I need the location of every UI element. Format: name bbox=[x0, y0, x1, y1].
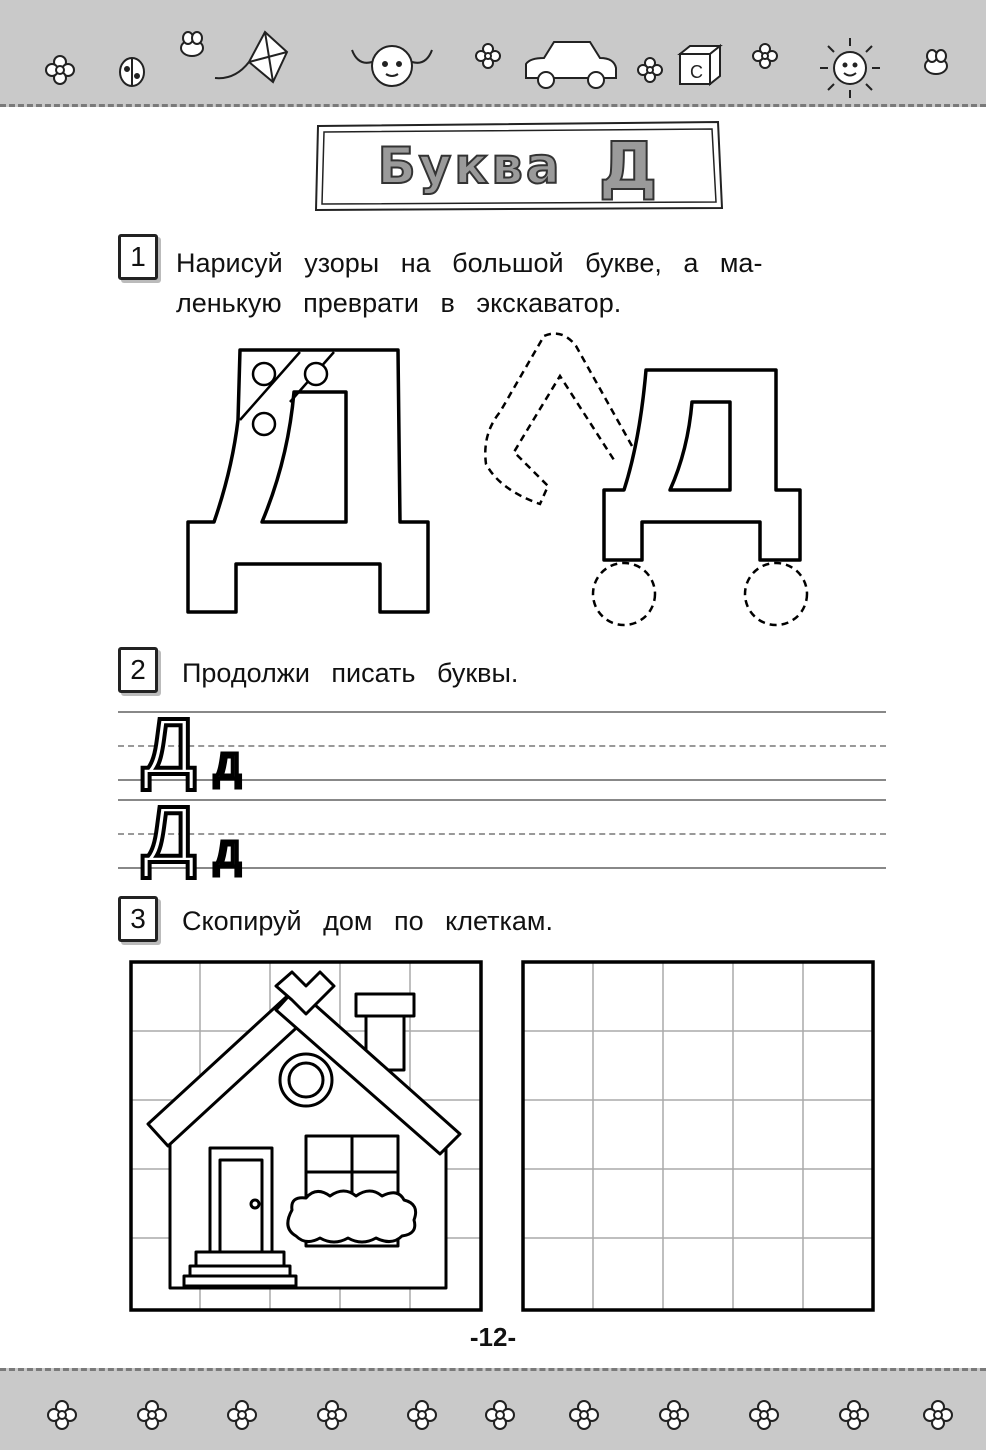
flower-icon bbox=[840, 1401, 868, 1429]
page-title bbox=[314, 120, 724, 212]
doll-icon bbox=[352, 46, 432, 86]
flower-icon bbox=[408, 1401, 436, 1429]
big-letter-d-outline bbox=[188, 350, 428, 612]
flower-icon bbox=[570, 1401, 598, 1429]
flower-icon bbox=[318, 1401, 346, 1429]
svg-text:С: С bbox=[690, 62, 703, 82]
title-letter: Д bbox=[598, 127, 661, 205]
flower-icon bbox=[924, 1401, 952, 1429]
sun-icon bbox=[820, 38, 880, 98]
flower-icon bbox=[476, 44, 500, 68]
task-number-1: 1 bbox=[118, 234, 158, 280]
flower-icon bbox=[46, 56, 74, 84]
block-icon bbox=[680, 46, 720, 84]
flower-icon bbox=[486, 1401, 514, 1429]
ladybug-icon bbox=[120, 58, 144, 86]
flower-icon bbox=[638, 58, 662, 82]
sample-small-letter: д bbox=[214, 824, 241, 876]
task-3-text: Скопируй дом по клеткам. bbox=[182, 906, 553, 936]
flower-icon bbox=[660, 1401, 688, 1429]
house-grid bbox=[131, 962, 481, 1310]
bee-icon bbox=[181, 32, 203, 56]
task-number-3: 3 bbox=[118, 896, 158, 942]
empty-copy-grid[interactable] bbox=[523, 962, 873, 1310]
house-drawing bbox=[148, 972, 460, 1288]
flower-icon bbox=[750, 1401, 778, 1429]
sample-big-letter: Д bbox=[142, 790, 197, 879]
task-number-2: 2 bbox=[118, 647, 158, 693]
flower-icon bbox=[138, 1401, 166, 1429]
sample-big-letter: Д bbox=[142, 702, 197, 791]
sample-small-letter: д bbox=[214, 736, 241, 788]
bottom-decor-band bbox=[0, 1368, 986, 1450]
excavator-arm-dashed bbox=[485, 334, 807, 625]
bee-icon bbox=[925, 50, 947, 74]
flower-icon bbox=[48, 1401, 76, 1429]
bottom-decor-icons bbox=[0, 1371, 986, 1450]
page-number: -12- bbox=[469, 1322, 517, 1352]
task-1-line-2: ленькую преврати в экскаватор. bbox=[176, 288, 622, 318]
top-decor-icons bbox=[0, 0, 986, 104]
task-2-text: Продолжи писать буквы. bbox=[182, 658, 519, 688]
top-decor-band bbox=[0, 0, 986, 107]
flower-icon bbox=[753, 44, 777, 68]
small-letter-d-excavator bbox=[604, 370, 800, 560]
kite-icon bbox=[215, 32, 287, 82]
car-icon bbox=[526, 42, 616, 88]
writing-row-2[interactable] bbox=[118, 790, 886, 879]
writing-row-1[interactable] bbox=[118, 702, 886, 791]
title-word: Буква bbox=[377, 137, 563, 195]
title-plate bbox=[314, 120, 724, 212]
flower-icon bbox=[228, 1401, 256, 1429]
task-1-line-1: Нарисуй узоры на большой букве, а ма- bbox=[176, 248, 763, 278]
